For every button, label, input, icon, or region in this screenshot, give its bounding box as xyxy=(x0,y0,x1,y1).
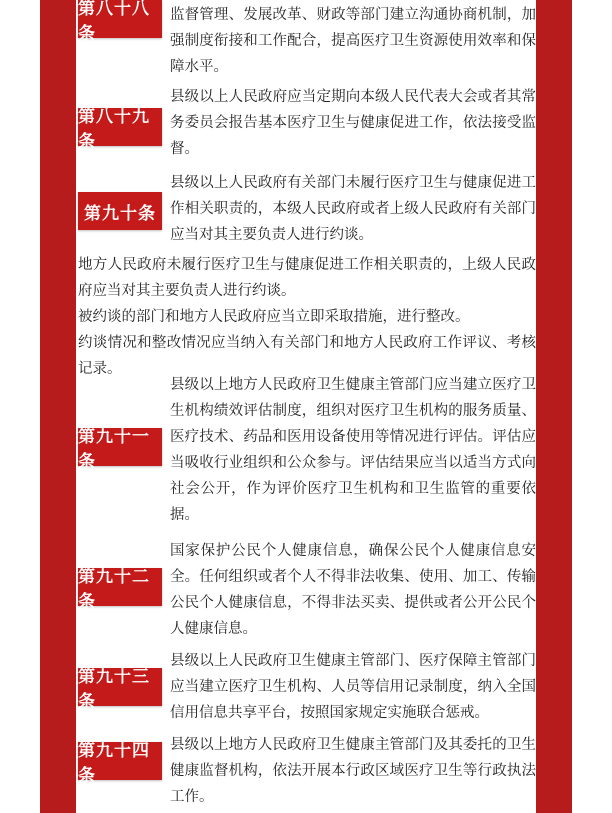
left-red-border xyxy=(40,0,76,813)
article-label-badge: 第九十一条 xyxy=(78,428,162,466)
article-paragraph: 国家保护公民个人健康信息，确保公民个人健康信息安全。任何组织或者个人不得非法收集、使用、加工、传输公民个人健康信息，不得非法买卖、提供或者公开公民个人健康信息。 xyxy=(170,543,536,637)
article-text xyxy=(170,170,536,248)
article-text xyxy=(170,538,536,642)
article-label-badge: 第九十条 xyxy=(78,192,162,230)
article-90-continuation xyxy=(78,252,536,382)
right-red-border xyxy=(536,0,572,813)
paragraph: 地方人民政府未履行医疗卫生与健康促进工作相关职责的，上级人民政府应当对其主要负责人进行约谈。 xyxy=(78,257,536,299)
article-label-badge: 第九十三条 xyxy=(78,668,162,706)
article-paragraph: 县级以上人民政府有关部门未履行医疗卫生与健康促进工作相关职责的，本级人民政府或者上级人民政府有关部门应当对其主要负责人进行约谈。 xyxy=(170,175,536,243)
article-paragraph: 县级以上人民政府应当定期向本级人民代表大会或者其常务委员会报告基本医疗卫生与健康促进工作，依法接受监督。 xyxy=(170,89,536,157)
article-text xyxy=(170,372,536,528)
paragraph: 约谈情况和整改情况应当纳入有关部门和地方人民政府工作评议、考核记录。 xyxy=(78,335,536,377)
article-label-badge: 第九十二条 xyxy=(78,568,162,606)
article-text xyxy=(170,2,536,80)
article-text xyxy=(170,84,536,162)
article-text xyxy=(170,732,536,810)
article-paragraph: 县级以上地方人民政府卫生健康主管部门及其委托的卫生健康监督机构，依法开展本行政区域医疗卫生等行政执法工作。 xyxy=(170,737,536,805)
article-label-badge: 第九十四条 xyxy=(78,742,162,780)
article-text xyxy=(170,648,536,726)
article-paragraph: 县级以上地方人民政府卫生健康主管部门应当建立医疗卫生机构绩效评估制度，组织对医疗卫生机构的服务质量、医疗技术、药品和医用设备使用等情况进行评估。评估应当吸收行业组织和公众参与。评估结果应当以适当方式向社会公开，作为评价医疗卫生机构和卫生监管的重要依据。 xyxy=(170,377,536,523)
paragraph: 被约谈的部门和地方人民政府应当立即采取措施，进行整改。 xyxy=(78,309,470,325)
law-document xyxy=(76,0,536,813)
article-label-badge: 第八十九条 xyxy=(78,108,162,146)
article-label-badge: 第八十八条 xyxy=(78,0,162,38)
article-paragraph: 监督管理、发展改革、财政等部门建立沟通协商机制，加强制度衔接和工作配合，提高医疗卫生资源使用效率和保障水平。 xyxy=(170,7,536,75)
article-paragraph: 县级以上人民政府卫生健康主管部门、医疗保障主管部门应当建立医疗卫生机构、人员等信用记录制度，纳入全国信用信息共享平台，按照国家规定实施联合惩戒。 xyxy=(170,653,536,721)
